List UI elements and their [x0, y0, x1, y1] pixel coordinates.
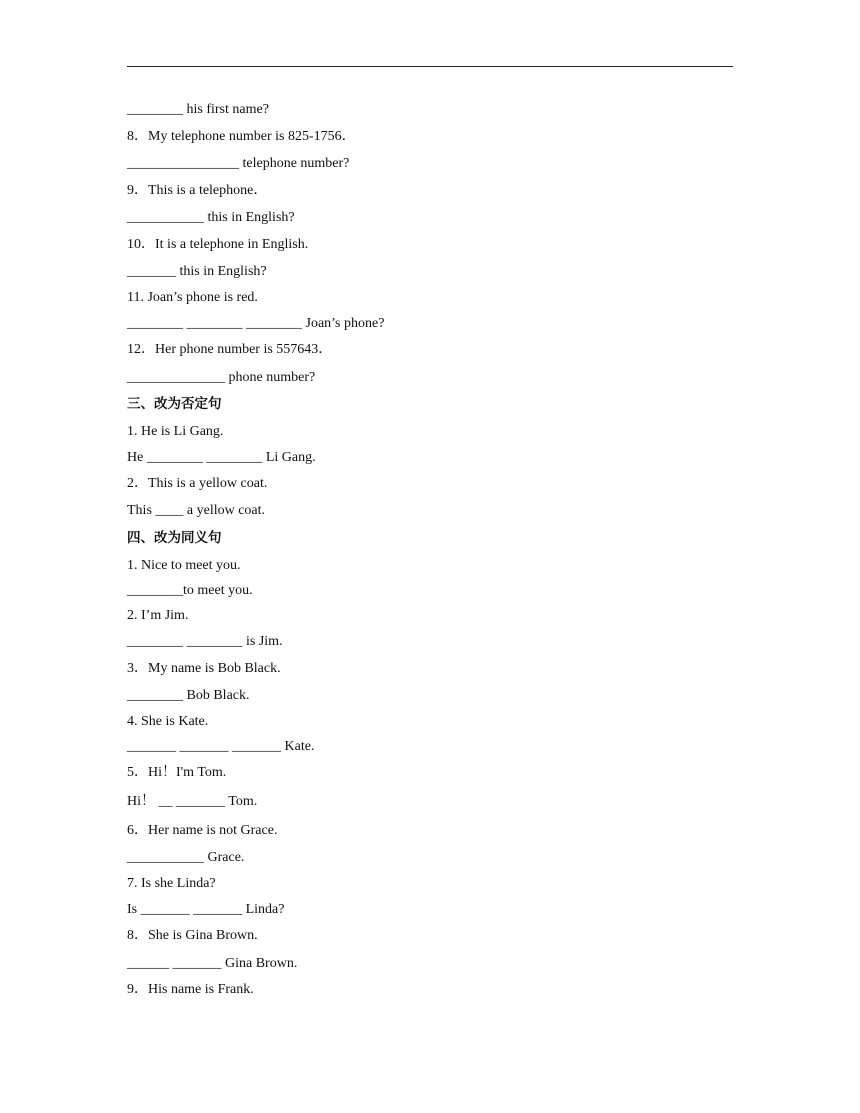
answer-line: Hi！ __ _______ Tom. [127, 794, 258, 809]
header-rule [127, 66, 733, 67]
answer-line: ________ Bob Black. [127, 688, 250, 703]
answer-line: ________________ telephone number? [127, 156, 350, 171]
question-line: 6．Her name is not Grace. [127, 823, 278, 838]
question-line: 8．My telephone number is 825-1756． [127, 129, 356, 144]
answer-line: This ____ a yellow coat. [127, 503, 266, 518]
question-line: 1. He is Li Gang. [127, 424, 224, 439]
answer-line: He ________ ________ Li Gang. [127, 450, 316, 465]
answer-line: ________ his first name? [127, 102, 269, 117]
question-line: 11. Joan’s phone is red. [127, 290, 258, 305]
question-line: 8．She is Gina Brown. [127, 928, 258, 943]
question-line: 2．This is a yellow coat. [127, 476, 268, 491]
answer-line: _______ _______ _______ Kate. [127, 739, 315, 754]
question-line: 12．Her phone number is 557643． [127, 342, 333, 357]
question-line: 9．This is a telephone． [127, 183, 268, 198]
section-heading: 三、改为否定句 [127, 396, 222, 412]
answer-line: ______________ phone number? [127, 370, 316, 385]
question-line: 7. Is she Linda? [127, 876, 216, 891]
section-heading: 四、改为同义句 [127, 530, 222, 546]
answer-line: ___________ this in English? [127, 210, 295, 225]
answer-line: ______ _______ Gina Brown. [127, 956, 298, 971]
question-line: 9．His name is Frank. [127, 982, 254, 997]
question-line: 4. She is Kate. [127, 714, 209, 729]
question-line: 1. Nice to meet you. [127, 558, 241, 573]
answer-line: Is _______ _______ Linda? [127, 902, 285, 917]
question-line: 3．My name is Bob Black. [127, 661, 281, 676]
question-line: 10．It is a telephone in English. [127, 237, 309, 252]
answer-line: ________to meet you. [127, 583, 253, 598]
question-line: 2. I’m Jim. [127, 608, 189, 623]
answer-line: _______ this in English? [127, 264, 267, 279]
answer-line: ________ ________ is Jim. [127, 634, 283, 649]
question-line: 5．Hi！I'm Tom. [127, 765, 227, 780]
answer-line: ___________ Grace. [127, 850, 245, 865]
answer-line: ________ ________ ________ Joan’s phone? [127, 316, 385, 331]
